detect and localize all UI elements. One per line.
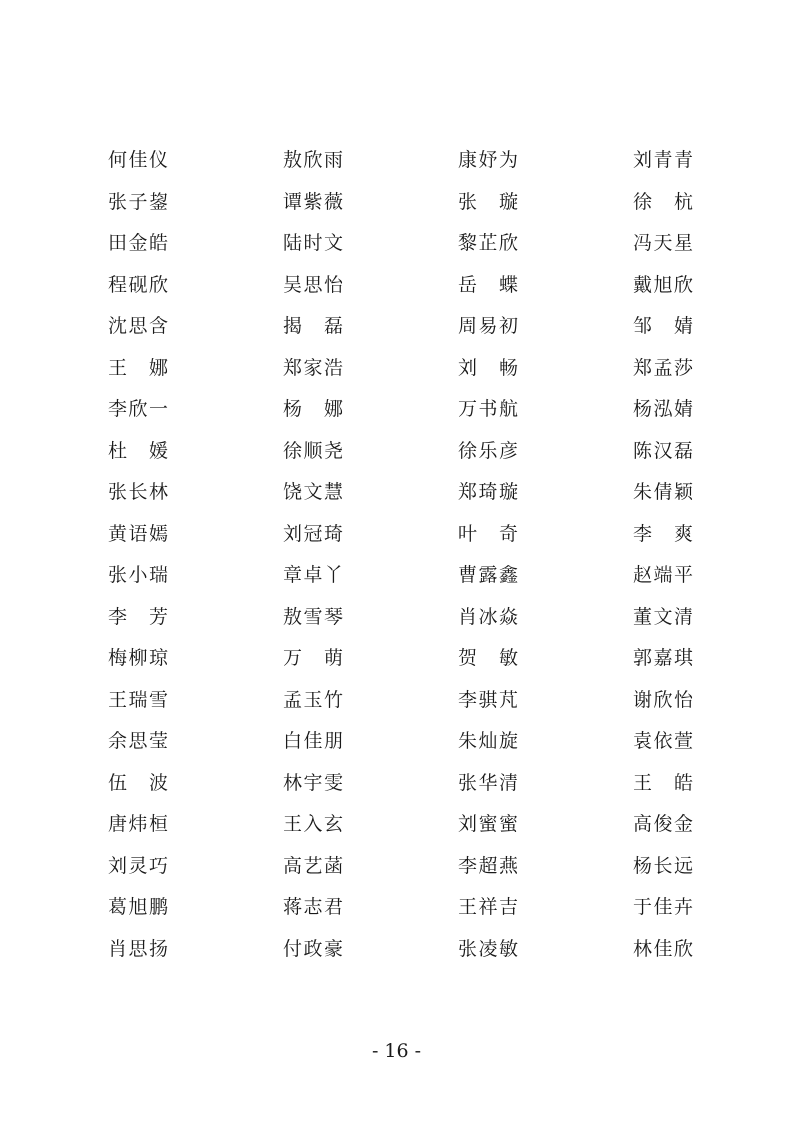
name-entry: 康妤为 — [458, 149, 518, 171]
name-entry: 余思莹 — [108, 730, 168, 752]
name-entry: 何佳仪 — [108, 149, 168, 171]
name-row — [108, 555, 693, 597]
name-entry: 吴思怡 — [283, 273, 343, 296]
name-entry: 赵端平 — [633, 564, 693, 586]
name-row — [108, 514, 693, 556]
name-entry: 徐顺尧 — [283, 439, 343, 462]
name-entry: 李 爽 — [633, 522, 693, 545]
name-entry: 张华清 — [458, 771, 518, 794]
name-row — [108, 804, 693, 846]
name-row — [108, 887, 693, 929]
name-entry: 揭 磊 — [283, 315, 343, 337]
name-entry: 付政豪 — [283, 937, 343, 960]
name-entry: 刘 畅 — [458, 356, 518, 379]
name-entry: 张凌敏 — [458, 937, 518, 960]
page-number: - 16 - — [371, 1040, 422, 1062]
name-entry: 郭嘉琪 — [633, 647, 693, 669]
name-entry: 张长林 — [108, 481, 168, 503]
name-entry: 沈思含 — [108, 315, 168, 337]
name-entry: 饶文慧 — [283, 481, 343, 503]
name-entry: 戴旭欣 — [633, 273, 693, 296]
name-entry: 郑琦璇 — [458, 481, 518, 503]
name-row — [108, 472, 693, 514]
name-entry: 刘冠琦 — [283, 522, 343, 545]
name-row — [108, 680, 693, 722]
name-entry: 梅柳琼 — [108, 647, 168, 669]
name-row — [108, 431, 693, 473]
name-entry: 张 璇 — [458, 190, 518, 213]
name-entry: 田金皓 — [108, 232, 168, 254]
name-entry: 王祥吉 — [458, 896, 518, 918]
name-entry: 刘蜜蜜 — [458, 813, 518, 835]
name-entry: 高俊金 — [633, 813, 693, 835]
name-entry: 朱倩颖 — [633, 481, 693, 503]
name-entry: 葛旭鹏 — [108, 896, 168, 918]
name-entry: 林佳欣 — [633, 937, 693, 960]
name-entry: 白佳朋 — [283, 730, 343, 752]
name-entry: 肖冰焱 — [458, 605, 518, 628]
name-entry: 曹露鑫 — [458, 564, 518, 586]
name-entry: 张子鋆 — [108, 190, 168, 213]
name-entry: 黎芷欣 — [458, 232, 518, 254]
name-row — [108, 348, 693, 390]
name-entry: 杨长远 — [633, 854, 693, 877]
name-entry: 张小瑞 — [108, 564, 168, 586]
name-entry: 叶 奇 — [458, 522, 518, 545]
name-entry: 邹 婧 — [633, 315, 693, 337]
name-row — [108, 721, 693, 763]
name-entry: 徐 杭 — [633, 190, 693, 213]
name-row — [108, 306, 693, 348]
name-entry: 肖思扬 — [108, 937, 168, 960]
name-entry: 李骐芃 — [458, 688, 518, 711]
name-entry: 周易初 — [458, 315, 518, 337]
name-entry: 刘青青 — [633, 149, 693, 171]
name-row — [108, 846, 693, 888]
name-row — [108, 223, 693, 265]
name-row — [108, 389, 693, 431]
name-entry: 陆时文 — [283, 232, 343, 254]
name-entry: 李超燕 — [458, 854, 518, 877]
name-entry: 章卓丫 — [283, 564, 343, 586]
name-entry: 郑家浩 — [283, 356, 343, 379]
name-entry: 高艺菡 — [283, 854, 343, 877]
name-entry: 王入玄 — [283, 813, 343, 835]
name-entry: 万 萌 — [283, 647, 343, 669]
name-entry: 刘灵巧 — [108, 854, 168, 877]
name-row — [108, 140, 693, 182]
name-entry: 李 芳 — [108, 605, 168, 628]
name-list — [108, 140, 693, 970]
name-entry: 敖欣雨 — [283, 149, 343, 171]
name-entry: 杨 娜 — [283, 398, 343, 420]
name-entry: 孟玉竹 — [283, 688, 343, 711]
name-entry: 王瑞雪 — [108, 688, 168, 711]
name-entry: 黄语嫣 — [108, 522, 168, 545]
name-entry: 王 皓 — [633, 771, 693, 794]
name-entry: 万书航 — [458, 398, 518, 420]
name-entry: 袁依萱 — [633, 730, 693, 752]
name-entry: 李欣一 — [108, 398, 168, 420]
name-entry: 伍 波 — [108, 771, 168, 794]
name-entry: 程砚欣 — [108, 273, 168, 296]
name-entry: 朱灿旋 — [458, 730, 518, 752]
name-entry: 杜 媛 — [108, 439, 168, 462]
name-entry: 岳 蝶 — [458, 273, 518, 296]
name-row — [108, 265, 693, 307]
name-entry: 徐乐彦 — [458, 439, 518, 462]
name-entry: 郑孟莎 — [633, 356, 693, 379]
name-row — [108, 638, 693, 680]
name-entry: 陈汉磊 — [633, 439, 693, 462]
name-entry: 蒋志君 — [283, 896, 343, 918]
name-entry: 冯天星 — [633, 232, 693, 254]
name-entry: 林宇雯 — [283, 771, 343, 794]
name-row — [108, 763, 693, 805]
name-row — [108, 182, 693, 224]
name-entry: 杨泓婧 — [633, 398, 693, 420]
name-entry: 谢欣怡 — [633, 688, 693, 711]
name-entry: 贺 敏 — [458, 647, 518, 669]
name-row — [108, 929, 693, 971]
name-row — [108, 597, 693, 639]
name-entry: 唐炜桓 — [108, 813, 168, 835]
name-entry: 谭紫薇 — [283, 190, 343, 213]
name-entry: 王 娜 — [108, 356, 168, 379]
name-entry: 于佳卉 — [633, 896, 693, 918]
name-entry: 敖雪琴 — [283, 605, 343, 628]
name-entry: 董文清 — [633, 605, 693, 628]
